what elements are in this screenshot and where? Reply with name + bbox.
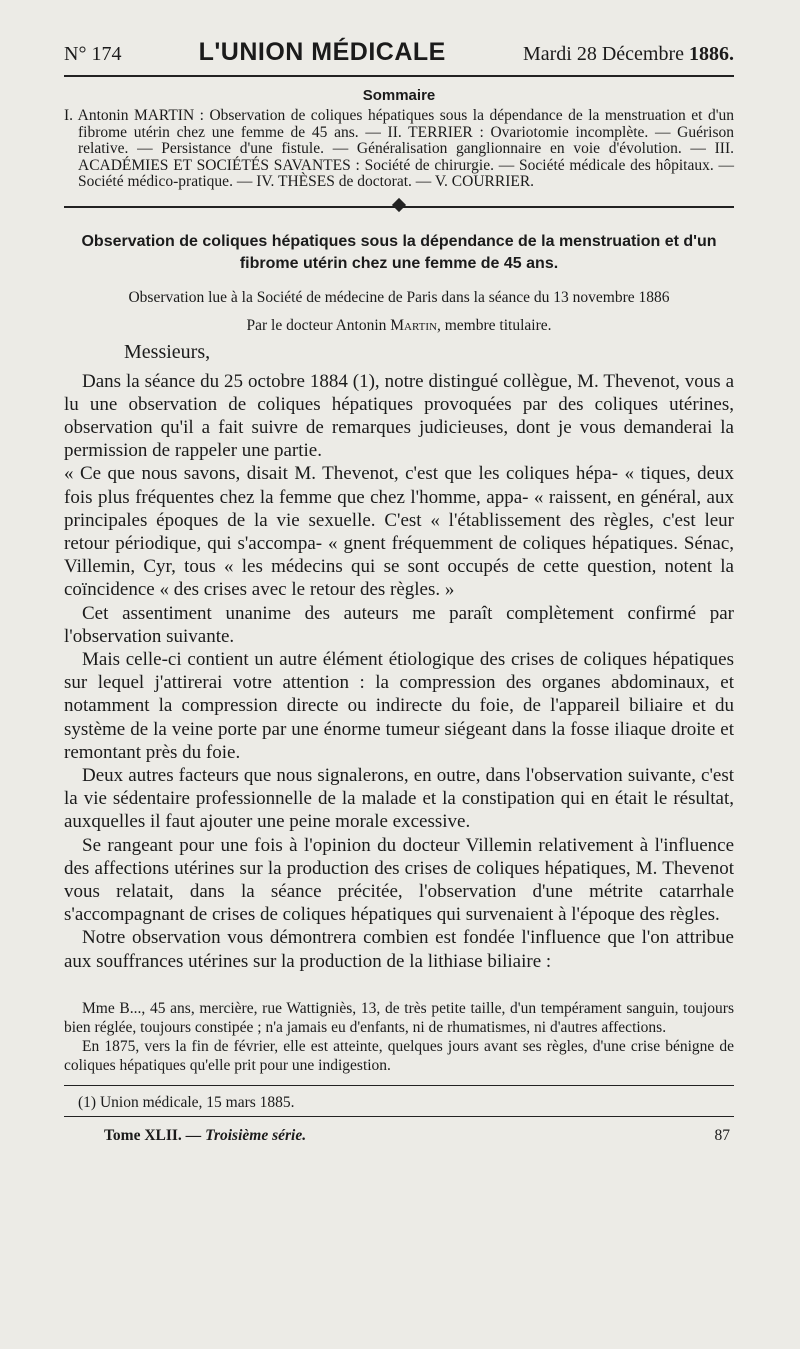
author-prefix: Par le docteur Antonin: [246, 316, 391, 334]
paragraph: Deux autres facteurs que nous signalerons, en outre, dans l'observation suivante, c'est la vie sédentaire professionnelle de la malade et la constipation qui en était le résultat, auxquelles il faut ajouter une peine morale excessive.: [64, 764, 734, 833]
author-name: Martin: [390, 316, 437, 334]
issue-date: [523, 43, 734, 66]
paragraph: Dans la séance du 25 octobre 1884 (1), notre distingué collègue, M. Thevenot, vous a lu une observation de coliques hépatiques provoquées par des coliques utérines, observation qu'il a fait suivre de remarques judicieuses, dont je vous demanderai la permission de rappeler une partie.: [64, 370, 734, 462]
issue-number: N° 174: [64, 43, 122, 65]
footer-rule: [64, 1116, 734, 1117]
page-number: 87: [714, 1126, 730, 1144]
summary-heading: Sommaire: [362, 87, 436, 104]
masthead: [64, 38, 734, 67]
case-paragraph: Mme B..., 45 ans, mercière, rue Wattigniès, 13, de très petite taille, d'un tempérament sanguin, toujours bien réglée, toujours constipée ; n'a jamais eu d'enfants, ni de rhumatismes, ni d'autres affections.: [64, 999, 734, 1036]
section-divider: [64, 197, 734, 217]
case-report: [64, 999, 734, 1075]
volume-series: Troisième série.: [205, 1126, 307, 1144]
article-subtitle: Observation lue à la Société de médecine de Paris dans la séance du 13 novembre 1886: [128, 288, 670, 306]
paragraph: Se rangeant pour une fois à l'opinion du docteur Villemin relativement à l'influence des affections utérines sur la production des crises de coliques hépatiques, M. Thevenot vous relatait, dans la séance précitée, l'observation d'une métrite catarrhale s'accompagnant de crises de coliques hépatiques qui survenaient à l'époque des règles.: [64, 834, 734, 926]
case-paragraph: En 1875, vers la fin de février, elle est atteinte, quelques jours avant ses règles, d'une crise bénigne de coliques hépatiques qu'elle prit pour une indigestion.: [64, 1037, 734, 1074]
page-footer: [64, 1127, 734, 1145]
paragraph: Cet assentiment unanime des auteurs me paraît complètement confirmé par l'observation suivante.: [64, 602, 734, 647]
article-body: [64, 370, 734, 973]
masthead-rule: [64, 75, 734, 77]
article-title: Observation de coliques hépatiques sous la dépendance de la menstruation et d'un fibrome utérin chez une femme de 45 ans.: [81, 232, 717, 272]
summary-text: I. Antonin MARTIN : Observation de coliques hépatiques sous la dépendance de la menstruation et d'un fibrome utérin chez une femme de 45 ans. — II. TERRIER : Ovariotomie incomplète. — Guérison relative. — Persistance d'une fistule. — Généralisation ganglionnaire en voie d'évolution. — III. ACADÉMIES ET SOCIÉTÉS SAVANTES : Société de chirurgie. — Société médicale des hôpitaux. — Société médico-pratique. — IV. THÈSES de doctorat. — V. COURRIER.: [64, 107, 734, 190]
issue-year: 1886.: [689, 43, 734, 65]
author-suffix: , membre titulaire.: [437, 316, 552, 334]
article-author: [64, 317, 734, 335]
footnote-rule: [64, 1085, 734, 1086]
issue-date-prefix: Mardi 28 Décembre: [522, 43, 689, 65]
journal-title: L'UNION MÉDICALE: [198, 38, 446, 66]
volume-prefix: Tome XLII. —: [104, 1126, 206, 1144]
footnote: (1) Union médicale, 15 mars 1885.: [78, 1093, 295, 1111]
divider-ornament: [392, 197, 406, 211]
volume-info: [104, 1127, 306, 1145]
paragraph: Notre observation vous démontrera combien est fondée l'influence que l'on attribue aux souffrances utérines sur la production de la lithiase biliaire :: [64, 927, 734, 972]
quote-paragraph: « Ce que nous savons, disait M. Thevenot, c'est que les coliques hépa- « tiques, deux fois plus fréquentes chez la femme que chez l'homme, appa- « raissent, en général, aux principales époques de la vie sexuelle. C'est « l'établissement des règles, c'est leur retour périodique, qui s'accompa- « gnent fréquemment de coliques hépatiques. Sénac, Villemin, Cyr, tous « les médecins qui se sont occupés de cette question, notent la coïncidence « des crises avec le retour des règles. »: [64, 463, 734, 601]
salutation: Messieurs,: [124, 340, 211, 363]
paragraph: Mais celle-ci contient un autre élément étiologique des crises de coliques hépatiques sur lequel j'attirerai votre attention : la compression des organes abdominaux, et notamment la compression directe ou indirecte du foie, de l'appareil biliaire et du système de la veine porte par une énorme tumeur siégeant dans la fosse iliaque droite et remontant près du foie.: [64, 648, 734, 763]
